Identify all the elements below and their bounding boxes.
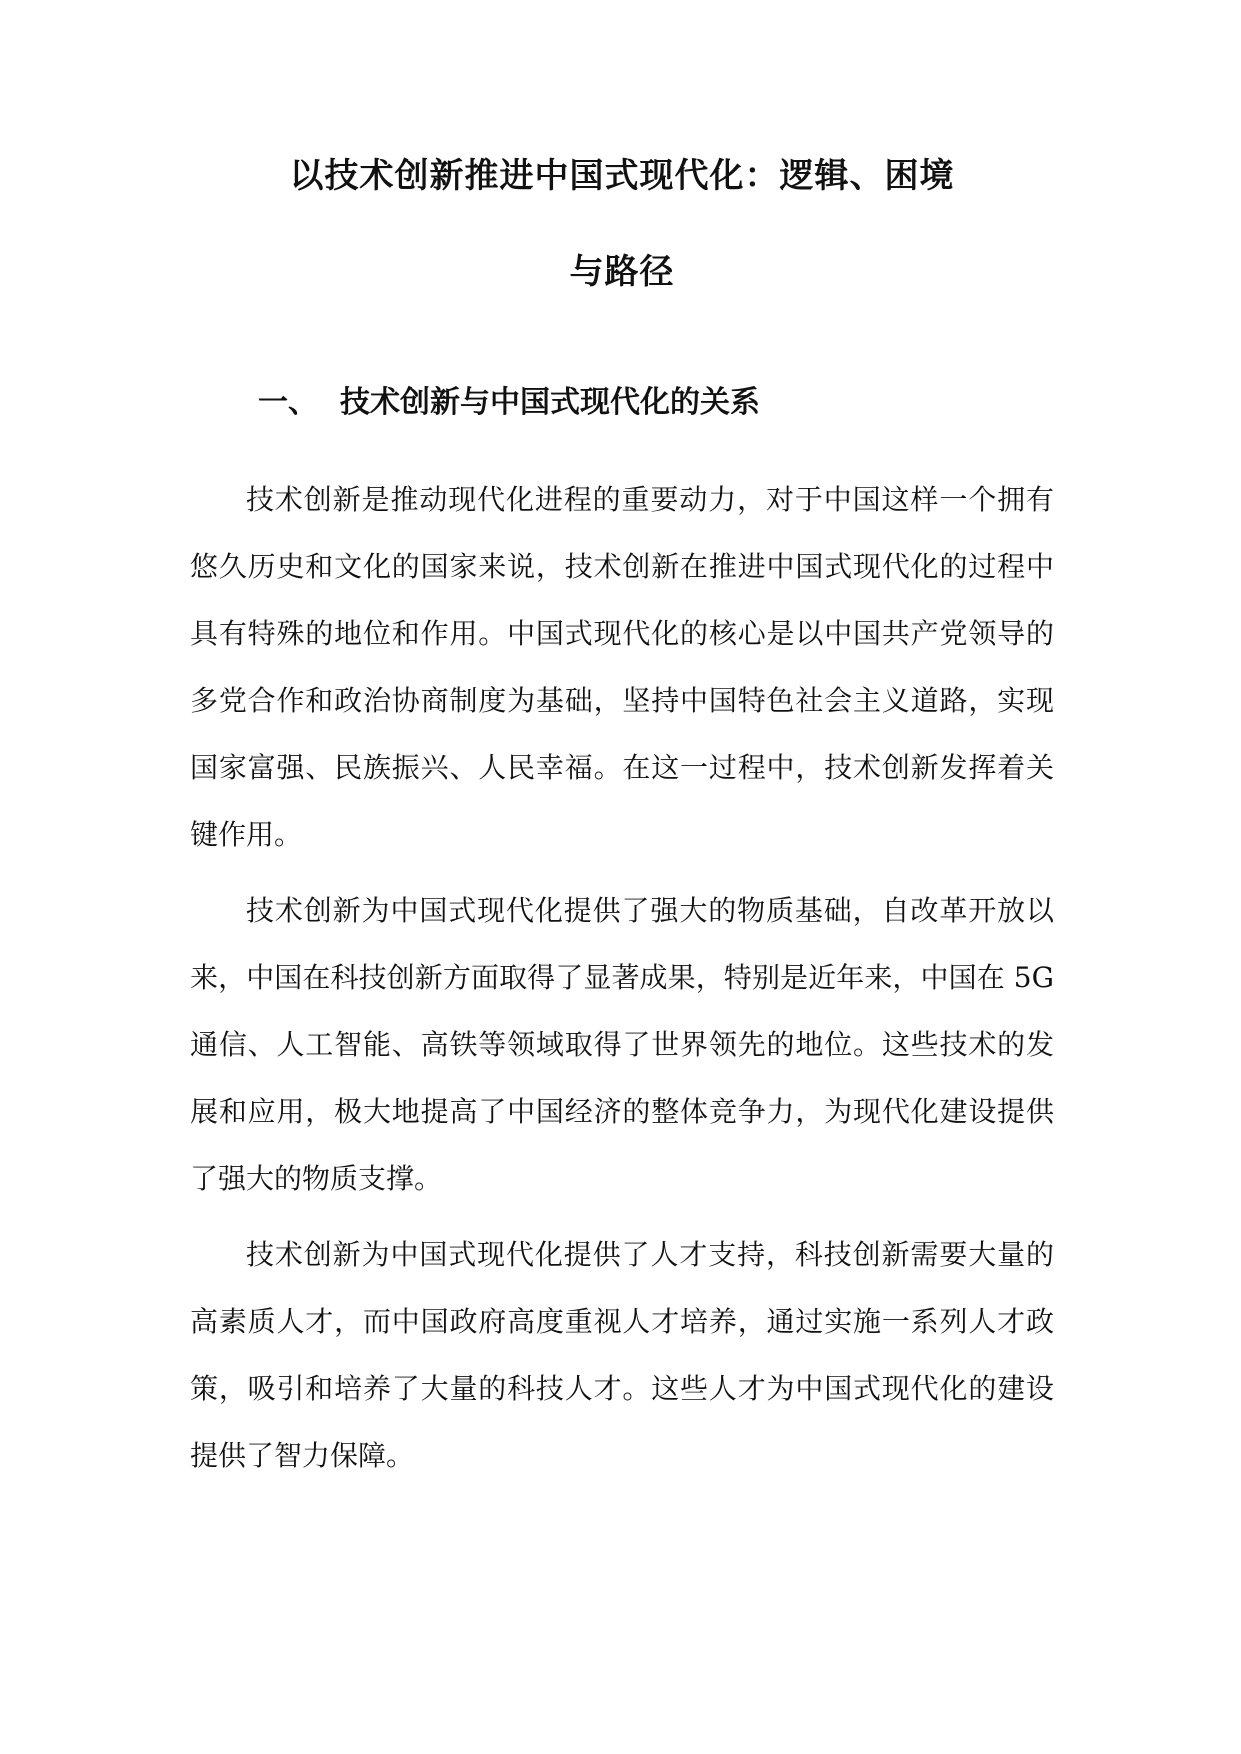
paragraph-1: 技术创新是推动现代化进程的重要动力，对于中国这样一个拥有悠久历史和文化的国家来说，技术创新在推进中国式现代化的过程中具有特殊的地位和作用。中国式现代化的核心是以中国共产党领导的多党合作和政治协商制度为基础，坚持中国特色社会主义道路，实现国家富强、民族振兴、人民幸福。在这一过程中，技术创新发挥着关键作用。 [190,483,1054,851]
section-heading-text: 技术创新与中国式现代化的关系 [340,385,760,420]
section-heading [258,383,760,423]
paragraph-2: 技术创新为中国式现代化提供了强大的物质基础，自改革开放以来，中国在科技创新方面取得了显著成果，特别是近年来，中国在 5G 通信、人工智能、高铁等领域取得了世界领先的地位。这些技术的发展和应用，极大地提高了中国经济的整体竞争力，为现代化建设提供了强大的物质支撑。 [190,894,1054,1195]
document-title-line1: 以技术创新推进中国式现代化：逻辑、困境 [289,156,955,196]
body-text [190,466,1054,1498]
document-title-line2: 与路径 [569,252,675,292]
section-number: 一、 [258,385,318,420]
paragraph-3: 技术创新为中国式现代化提供了人才支持，科技创新需要大量的高素质人才，而中国政府高度重视人才培养，通过实施一系列人才政策，吸引和培养了大量的科技人才。这些人才为中国式现代化的建设提供了智力保障。 [190,1238,1054,1472]
